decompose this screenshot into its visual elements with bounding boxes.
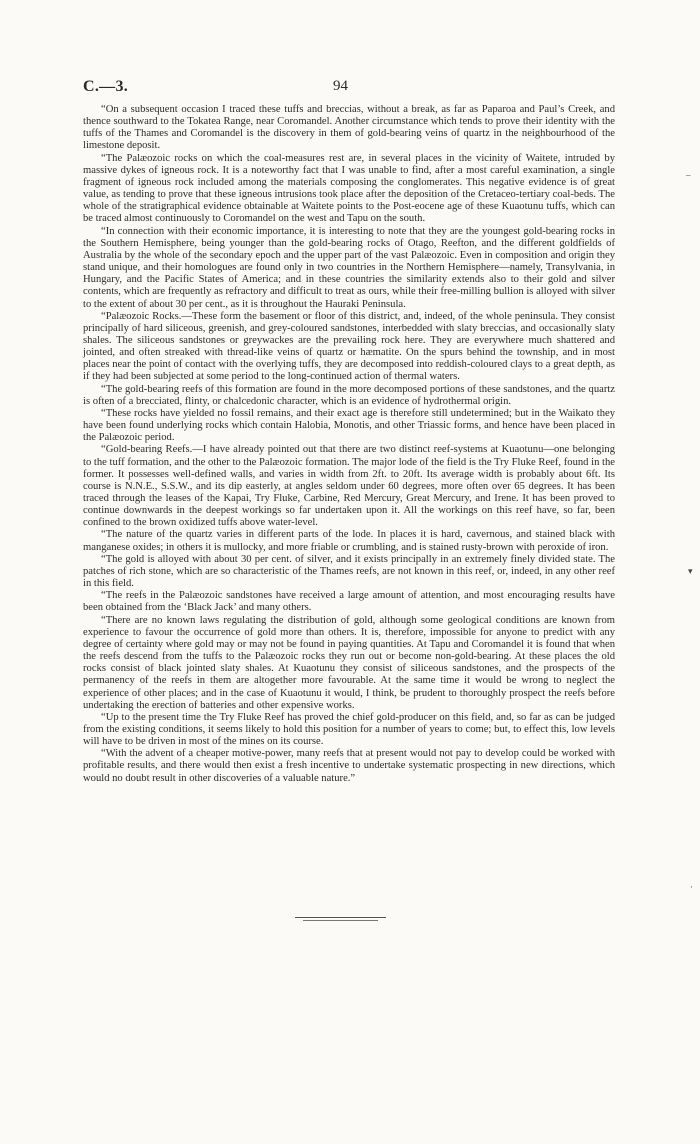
paragraph: “In connection with their economic importance, it is interesting to note that they are the youngest gold-bearing rocks in the Southern Hemisphere, being younger than the gold-bearing rocks of Otago, Reefton, and the different goldfields of Australia by the whole of the secondary epoch and the upper part of the vast Palæozoic. Even in composition and origin they stand unique, and their homologues are found only in two countries in the Northern Hemisphere—namely, Transylvania, in Hungary, and the Pacific States of America; and in these countries the similarity extends also to their gold and silver contents, which are frequently as refractory and difficult to treat as ours, while their free-milling bullion is alloyed with silver to the extent of about 30 per cent., as it is throughout the Hauraki Peninsula.	[83, 225, 615, 310]
body-text	[83, 104, 615, 785]
paragraph: “These rocks have yielded no fossil remains, and their exact age is therefore still undetermined; but in the Waikato they have been found underlying rocks which contain Halobia, Monotis, and other Triassic forms, and hence have been placed in the Palæozoic period.	[83, 407, 615, 444]
document-reference: C.—3.	[83, 78, 129, 95]
page-number: 94	[333, 78, 348, 94]
page-header	[83, 78, 598, 100]
paragraph: “Gold-bearing Reefs.—I have already pointed out that there are two distinct reef-systems at Kuaotunu—one belonging to the tuff formation, and the other to the Palæozoic formation. The major lode of the field is the Try Fluke Reef, found in the former. It possesses well-defined walls, and varies in width from 2ft. to 20ft. Its average width is probably about 6ft. Its course is N.N.E., S.S.W., and its dip easterly, at angles seldom under 60 degrees, more often over 65 degrees. It has been traced through the leases of the Kapai, Try Fluke, Carbine, Red Mercury, Great Mercury, and Irene. It has been proved to continue downwards in the deepest workings so far undertaken upon it. All the workings on this reef have, so far, been confined to the brown oxidized tuffs above water-level.	[83, 444, 615, 529]
margin-mark: ·	[690, 882, 693, 892]
paragraph: “There are no known laws regulating the distribution of gold, although some geological conditions are known from experience to favour the occurrence of gold more than others. It is, therefore, impossible for anyone to predict with any degree of certainty where gold may or may not be found in paying quantities. At Tapu and Coromandel it is found that when the reefs descend from the tuffs to the Palæozoic rocks they run out or become non-gold-bearing. At these places the old rocks consist of black jointed slaty shales. At Kuaotunu they consist of siliceous sandstones, and the prospects of the permanency of the reefs in them are altogether more favourable. At the same time it would be wrong to neglect the experience of other places; and in the case of Kuaotunu it would, I think, be prudent to thoroughly prospect the reefs before undertaking the erection of batteries and other expensive works.	[83, 614, 615, 711]
paragraph: “The Palæozoic rocks on which the coal-measures rest are, in several places in the vicinity of Waitete, intruded by massive dykes of igneous rock. It is a noteworthy fact that I was unable to find, after a most careful examination, a single fragment of igneous rock included among the materials composing the conglomerates. This negative evidence is of great value, as tending to prove that these igneous intrusions took place after the deposition of the Cretaceo-tertiary coal-beds. The whole of the stratigraphical evidence obtainable at Waitete points to the Post-eocene age of these Kuaotunu tuffs, which can be traced almost continuously to Coromandel on the west and Tapu on the south.	[83, 152, 615, 225]
paragraph: “The gold-bearing reefs of this formation are found in the more decomposed portions of these sandstones, and the quartz is often of a brecciated, flinty, or chalcedonic character, which is an evidence of hydrothermal origin.	[83, 383, 615, 407]
paragraph: “Up to the present time the Try Fluke Reef has proved the chief gold-producer on this field, and, so far as can be judged from the existing conditions, it seems likely to hold this position for a number of years to come; but, to effect this, low levels will have to be driven in most of the mines on its course.	[83, 711, 615, 748]
paragraph: “The gold is alloyed with about 30 per cent. of silver, and it exists principally in an extremely finely divided state. The patches of rich stone, which are so characteristic of the Thames reefs, are not known in this reef, or, indeed, in any other reef in this field.	[83, 553, 615, 590]
paragraph: “On a subsequent occasion I traced these tuffs and breccias, without a break, as far as Paparoa and Paul’s Creek, and thence southward to the Tokatea Range, near Coromandel. Another circumstance which tends to prove their identity with the tuffs of the Thames and Coromandel is the discovery in them of gold-bearing veins of quartz in the neighbourhood of the limestone deposit.	[83, 104, 615, 152]
margin-mark: –	[686, 170, 691, 180]
end-rule	[295, 917, 386, 918]
paragraph: “The reefs in the Palæozoic sandstones have received a large amount of attention, and most encouraging results have been obtained from the ‘Black Jack’ and many others.	[83, 590, 615, 614]
paragraph: “With the advent of a cheaper motive-power, many reefs that at present would not pay to develop could be worked with profitable results, and there would then exist a fresh incentive to undertake systematic prospecting in new directions, which would no doubt result in other discoveries of a valuable nature.”	[83, 748, 615, 784]
paragraph: “The nature of the quartz varies in different parts of the lode. In places it is hard, cavernous, and stained black with manganese oxides; in others it is mullocky, and more friable or crumbling, and is stained rusty-brown with peroxide of iron.	[83, 529, 615, 553]
margin-mark: ▾	[688, 566, 693, 576]
end-rule-secondary	[303, 920, 378, 921]
paragraph: “Palæozoic Rocks.—These form the basement or floor of this district, and, indeed, of the whole peninsula. They consist principally of hard siliceous, greenish, and grey-coloured sandstones, interbedded with slaty breccias, and occasionally slaty shales. The siliceous sandstones or greywackes are the prevailing rock here. They are everywhere much shattered and jointed, and often streaked with thread-like veins of quartz or hæmatite. On the spurs behind the township, and in most places near the point of contact with the overlying tuffs, they are decomposed into reddish-coloured clays to a great depth, as if they had been subjected at some period to the long-continued action of thermal waters.	[83, 310, 615, 383]
